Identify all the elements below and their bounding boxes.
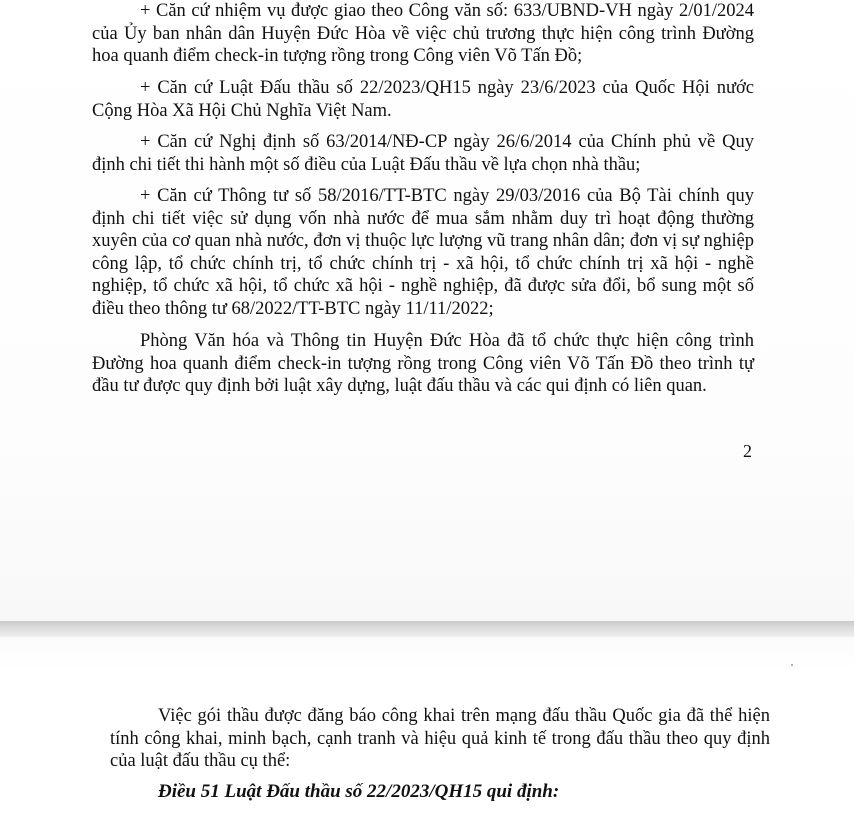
legal-basis-paragraph: + Căn cứ Luật Đấu thầu số 22/2023/QH15 ngày 23/6/2023 của Quốc Hội nước Cộng Hòa Xã Hội Chủ Nghĩa Việt Nam. <box>92 78 754 121</box>
implementation-paragraph: Phòng Văn hóa và Thông tin Huyện Đức Hòa đã tổ chức thực hiện công trình Đường hoa quanh điểm check-in tượng rồng trong Công viên Võ Tấn Đồ theo trình tự đầu tư được quy định bởi luật xây dựng, luật đấu thầu và các qui định có liên quan. <box>92 331 754 396</box>
scan-speck <box>791 664 793 666</box>
article-heading: Điều 51 Luật Đấu thầu số 22/2023/QH15 qui định: <box>158 781 560 802</box>
legal-basis-paragraph: + Căn cứ Nghị định số 63/2014/NĐ-CP ngày 26/6/2014 của Chính phủ về Quy định chi tiết thi hành một số điều của Luật Đấu thầu về lựa chọn nhà thầu; <box>92 132 754 175</box>
page-separator <box>0 621 854 637</box>
legal-basis-paragraph: + Căn cứ nhiệm vụ được giao theo Công văn số: 633/UBND-VH ngày 2/01/2024 của Ủy ban nhân dân Huyện Đức Hòa về việc chủ trương thực hiện công trình Đường hoa quanh điểm check-in tượng rồng trong Công viên Võ Tấn Đồ; <box>92 1 754 66</box>
publicity-paragraph: Việc gói thầu được đăng báo công khai trên mạng đấu thầu Quốc gia đã thể hiện tính công khai, minh bạch, cạnh tranh và hiệu quả kinh tế trong đấu thầu theo quy định của luật đấu thầu cụ thể: <box>110 706 770 771</box>
document-page-bottom <box>0 637 854 813</box>
page-number: 2 <box>743 441 752 461</box>
legal-basis-paragraph: + Căn cứ Thông tư số 58/2016/TT-BTC ngày 29/03/2016 của Bộ Tài chính quy định chi tiết việc sử dụng vốn nhà nước để mua sắm nhằm duy trì hoạt động thường xuyên của cơ quan nhà nước, đơn vị thuộc lực lượng vũ trang nhân dân; đơn vị sự nghiệp công lập, tổ chức chính trị, tổ chức chính trị - xã hội, tổ chức chính trị xã hội - nghề nghiệp, tổ chức xã hội, tổ chức xã hội - nghề nghiệp, đã được sửa đổi, bổ sung một số điều theo thông tư 68/2022/TT-BTC ngày 11/11/2022; <box>92 186 754 319</box>
